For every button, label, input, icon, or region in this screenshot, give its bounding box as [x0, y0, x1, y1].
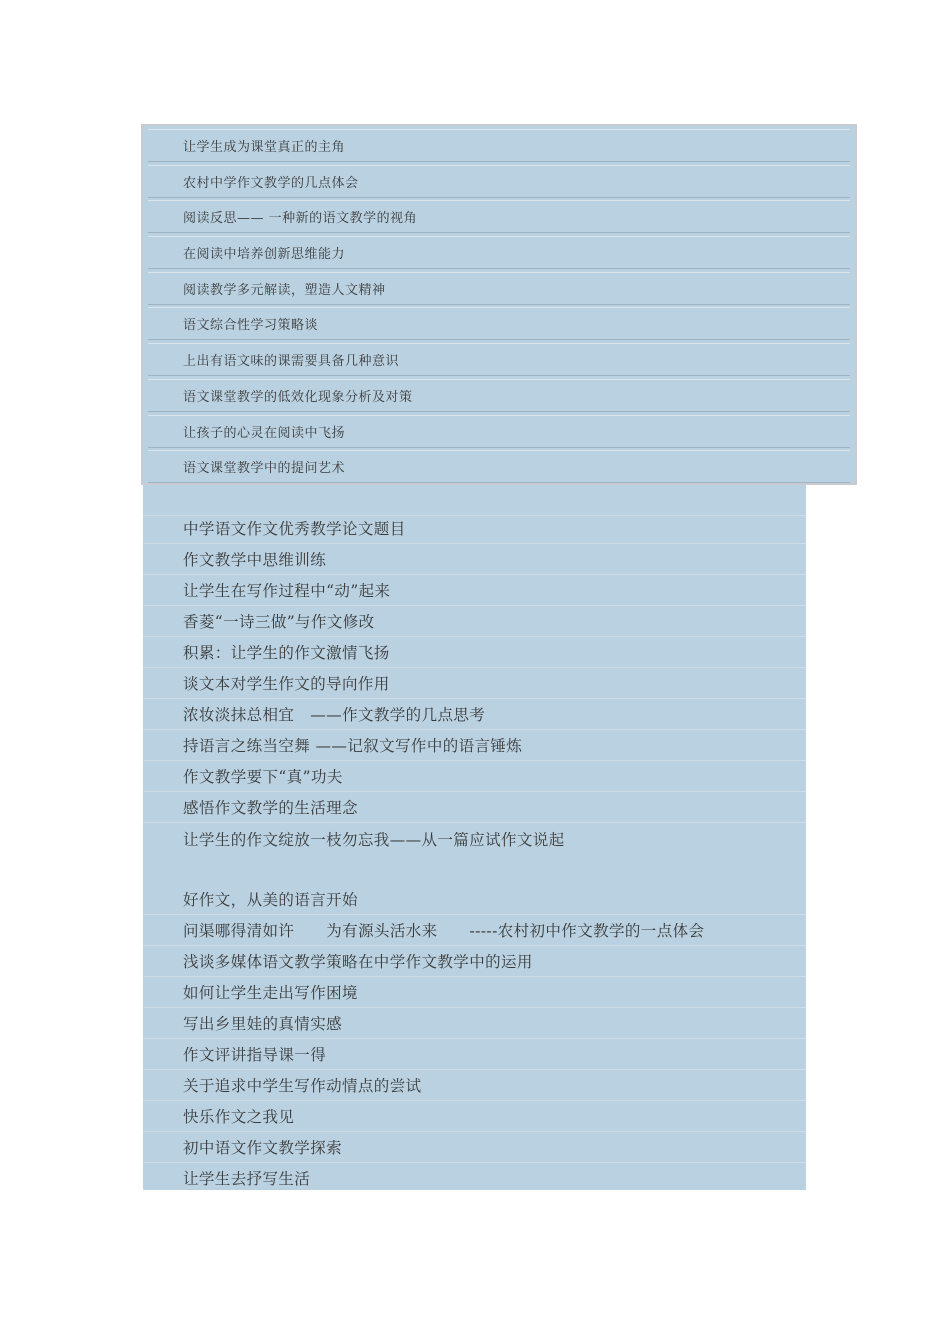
list-item: 作文教学中思维训练: [143, 544, 806, 575]
list-item: 快乐作文之我见: [143, 1101, 806, 1132]
table-row: [148, 165, 850, 198]
table-row: [148, 450, 850, 483]
article-title-table: [141, 124, 857, 485]
list-item: 好作文，从美的语言开始: [143, 884, 806, 915]
list-item: 浓妆淡抹总相宜 ——作文教学的几点思考: [143, 699, 806, 730]
blank-row: [143, 854, 806, 885]
table-row-title: 在阅读中培养创新思维能力: [183, 247, 346, 263]
table-row-title: 上出有语文味的课需要具备几种意识: [183, 354, 400, 370]
table-row-title: 语文课堂教学的低效化现象分析及对策: [183, 389, 413, 405]
table-row-title: 语文课堂教学中的提问艺术: [183, 461, 346, 477]
table-row: [148, 236, 850, 269]
table-row-title: 语文综合性学习策略谈: [183, 318, 319, 334]
list-item: 谈文本对学生作文的导向作用: [143, 668, 806, 699]
table-row: [148, 272, 850, 305]
list-item: 感悟作文教学的生活理念: [143, 792, 806, 823]
list-item: 积累：让学生的作文激情飞扬: [143, 637, 806, 668]
table-row: [148, 307, 850, 340]
table-row: [148, 343, 850, 376]
list-item: 作文评讲指导课一得: [143, 1039, 806, 1070]
list-item: 如何让学生走出写作困境: [143, 977, 806, 1008]
table-row: [148, 129, 850, 162]
section-heading: 中学语文作文优秀教学论文题目: [143, 513, 806, 544]
table-row: [148, 379, 850, 412]
list-item: 让学生去抒写生活: [183, 1169, 311, 1188]
list-item: 浅谈多媒体语文教学策略在中学作文教学中的运用: [143, 946, 806, 977]
table-row-title: 让学生成为课堂真正的主角: [183, 140, 346, 155]
table-row-title: 阅读教学多元解读，塑造人文精神: [183, 282, 386, 298]
table-row-title: 让孩子的心灵在阅读中飞扬: [183, 425, 346, 441]
article-list-panel: [143, 485, 806, 1190]
list-item: 让学生的作文绽放一枝勿忘我——从一篇应试作文说起: [183, 830, 565, 849]
list-item: 持语言之练当空舞 ——记叙文写作中的语言锤炼: [143, 730, 806, 761]
blank-row: [143, 485, 806, 516]
table-row: [148, 200, 850, 233]
list-item: 写出乡里娃的真情实感: [143, 1008, 806, 1039]
list-item: 问渠哪得清如许 为有源头活水来 -----农村初中作文教学的一点体会: [143, 915, 806, 946]
table-row-title: 阅读反思—— 一种新的语文教学的视角: [183, 211, 418, 227]
list-item: 作文教学要下“真”功夫: [143, 761, 806, 792]
list-item: 关于追求中学生写作动情点的尝试: [143, 1070, 806, 1101]
table-row: [148, 415, 850, 448]
list-item: 初中语文作文教学探索: [143, 1132, 806, 1163]
table-row-title: 农村中学作文教学的几点体会: [183, 175, 359, 191]
list-item: 让学生在写作过程中“动”起来: [143, 575, 806, 606]
list-item: 香菱“一诗三做”与作文修改: [143, 606, 806, 637]
